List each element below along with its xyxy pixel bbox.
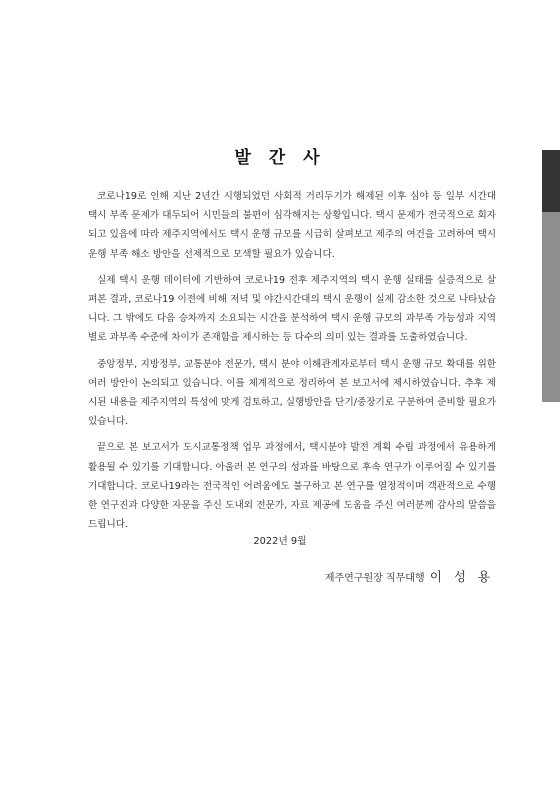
publication-date: 2022년 9월 <box>253 536 307 547</box>
paragraph-3: 중앙정부, 지방정부, 교통분야 전문가, 택시 분야 이해관계자로부터 택시 운행 규모 확대를 위한 여러 방안이 논의되고 있습니다. 이를 체계적으로 정리하여 본 보고서에 제시하였습니다. 추후 제시된 내용을 제주지역의 특성에 맞게 검토하고, 실행방안을 단기/중장기로 구분하여 준비할 필요가 있습니다. <box>88 358 496 428</box>
paragraph-2: 실제 택시 운행 데이터에 기반하여 코로나19 전후 제주지역의 택시 운행 실태를 실증적으로 살펴본 결과, 코로나19 이전에 비해 저녁 및 야간시간대의 택시 운행이 실제 감소한 것으로 나타났습니다. 그 밖에도 다음 승차까지 소요되는 시간을 분석하여 택시 운행 규모의 과부족 가능성과 지역별로 과부족 수준에 차이가 존재함을 제시하는 등 다수의 의미 있는 결과를 도출하였습니다. <box>88 274 496 344</box>
signer-name: 이 성 용 <box>429 569 494 584</box>
edge-tab-grey <box>542 212 560 402</box>
paragraph-1: 코로나19로 인해 지난 2년간 시행되었던 사회적 거리두기가 해제된 이후 심야 등 일부 시간대 택시 부족 문제가 대두되어 시민들의 불편이 심각해지는 상황입니다. 택시 문제가 전국적으로 회자되고 있음에 따라 제주지역에서도 택시 운행 규모를 시급히 살펴보고 제주의 여건을 고려하여 택시 운행 부족 해소 방안을 선제적으로 모색할 필요가 있습니다. <box>88 191 496 260</box>
page-title: 발 간 사 <box>234 148 326 168</box>
body-text <box>88 187 496 541</box>
paragraph-4: 끝으로 본 보고서가 도시교통정책 업무 과정에서, 택시분야 발전 계획 수립 과정에서 유용하게 활용될 수 있기를 기대합니다. 아울러 본 연구의 성과를 바탕으로 후속 연구가 이루어질 수 있기를 기대합니다. 코로나19라는 전국적인 어려움에도 불구하고 본 연구를 열정적이며 객관적으로 수행한 연구진과 다양한 자문을 주신 도내외 전문가, 자료 제공에 도움을 주신 여러분께 감사의 말씀을 드립니다. <box>88 442 496 531</box>
signer-title: 제주연구원장 직무대행 <box>324 573 425 584</box>
signature-line <box>325 567 494 585</box>
